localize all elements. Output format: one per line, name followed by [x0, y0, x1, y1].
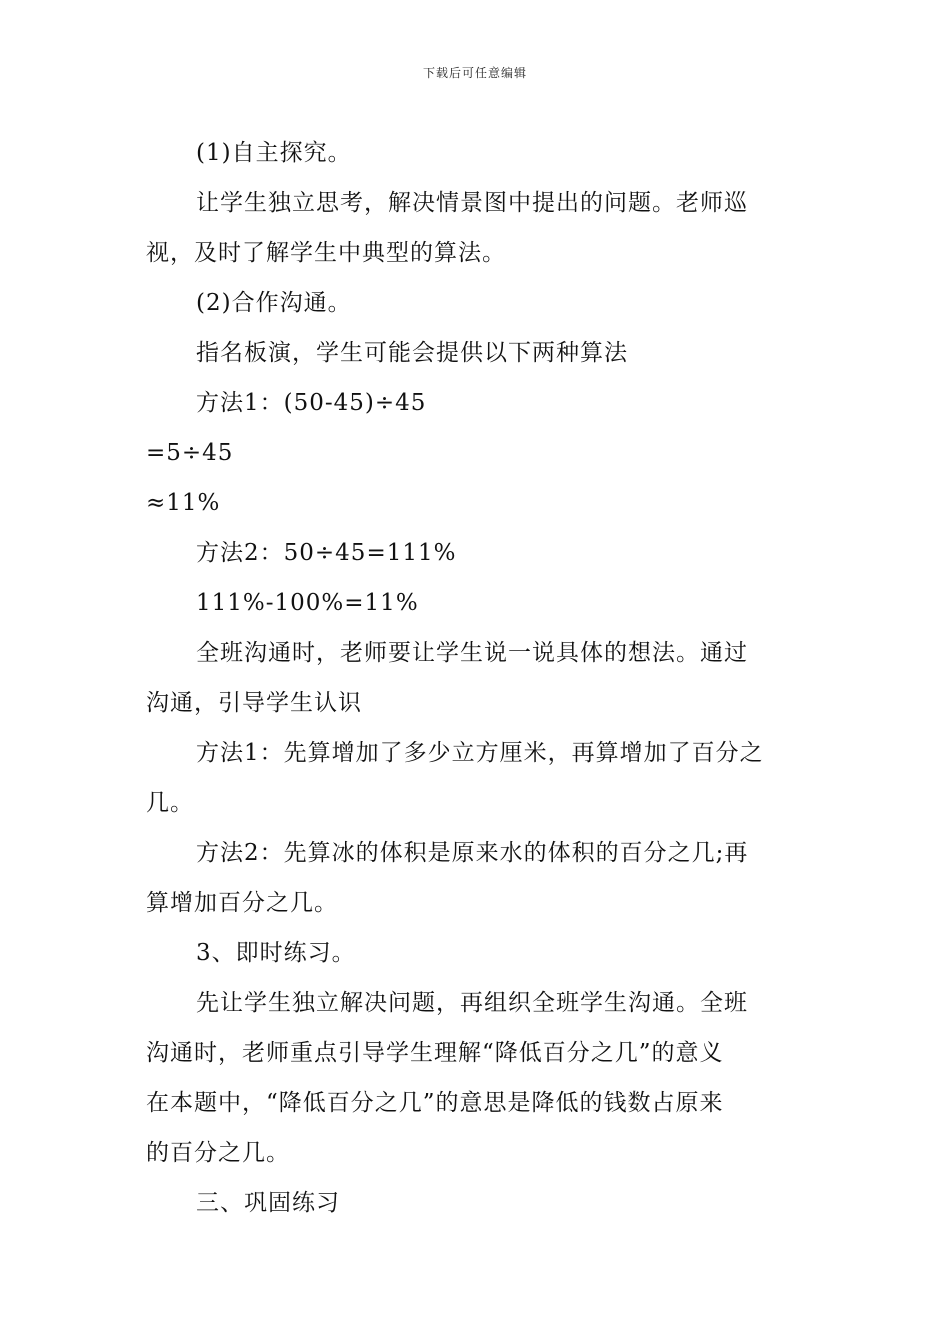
paragraph-line: 算增加百分之几。 [146, 890, 338, 916]
paragraph-line: (2)合作沟通。 [196, 290, 352, 316]
paragraph-line: 在本题中，“降低百分之几”的意思是降低的钱数占原来 [146, 1090, 724, 1116]
paragraph-line: 全班沟通时，老师要让学生说一说具体的想法。通过 [196, 640, 748, 666]
formula-line: =5÷45 [146, 440, 234, 466]
paragraph-line: (1)自主探究。 [196, 140, 352, 166]
formula-line: ≈11% [146, 490, 221, 516]
paragraph-line: 沟通时，老师重点引导学生理解“降低百分之几”的意义 [146, 1040, 724, 1066]
paragraph-line: 先让学生独立解决问题，再组织全班学生沟通。全班 [196, 990, 748, 1016]
formula-line: 111%-100%=11% [196, 590, 419, 616]
paragraph-line: 指名板演，学生可能会提供以下两种算法 [196, 340, 628, 366]
paragraph-line: 沟通，引导学生认识 [146, 690, 362, 716]
paragraph-line: 方法2：先算冰的体积是原来水的体积的百分之几;再 [196, 840, 749, 866]
paragraph-line: 几。 [146, 790, 194, 816]
paragraph-line: 方法1：先算增加了多少立方厘米，再算增加了百分之 [196, 740, 764, 766]
page-header: 下载后可任意编辑 [422, 66, 527, 80]
paragraph-line: 让学生独立思考，解决情景图中提出的问题。老师巡 [196, 190, 748, 216]
paragraph-line: 视，及时了解学生中典型的算法。 [146, 240, 506, 266]
document-body [146, 128, 810, 1228]
formula-line: 方法2：50÷45=111% [196, 540, 457, 566]
paragraph-line: 的百分之几。 [146, 1140, 290, 1166]
section-heading: 三、巩固练习 [196, 1190, 340, 1216]
section-heading: 3、即时练习。 [196, 940, 356, 966]
formula-line: 方法1：(50-45)÷45 [196, 390, 427, 416]
